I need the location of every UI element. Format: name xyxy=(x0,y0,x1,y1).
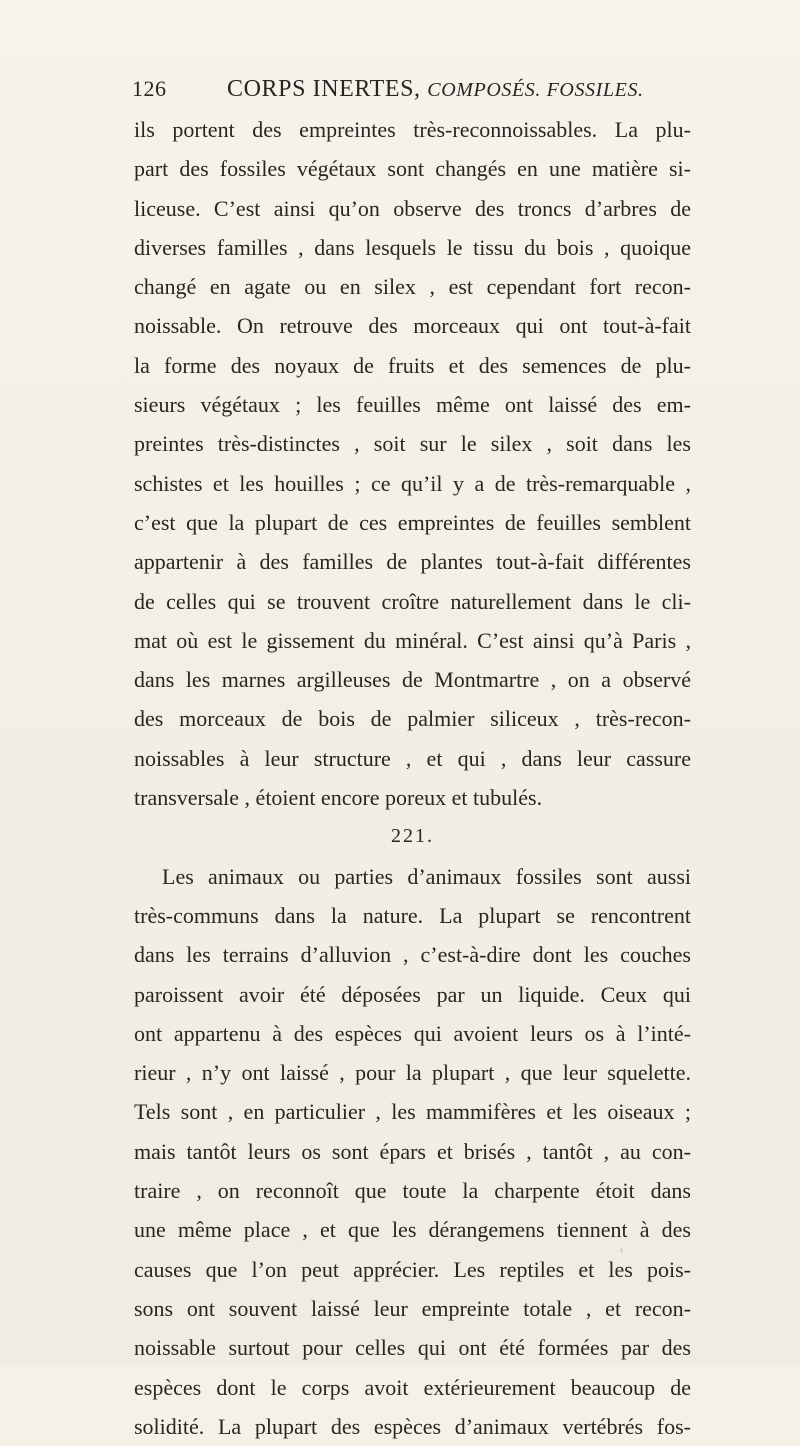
running-head xyxy=(227,76,644,103)
text-line: sieurs végétaux ; les feuilles même ont laissé des em- xyxy=(134,392,691,418)
text-line: part des fossiles végétaux sont changés en une matière si- xyxy=(134,156,691,182)
page-header xyxy=(132,76,692,110)
text-line: très-communs dans la nature. La plupart se rencontrent xyxy=(134,902,691,928)
page-number: 126 xyxy=(132,76,167,101)
running-head-title: CORPS INERTES, xyxy=(227,76,421,102)
text-line: c’est que la plupart de ces empreintes de feuilles semblent xyxy=(134,509,691,535)
text-line: ont appartenu à des espèces qui avoient leurs os à l’inté- xyxy=(134,1020,691,1046)
running-head-subtitle: COMPOSÉS. FOSSILES. xyxy=(427,79,644,101)
text-line: dans les terrains d’alluvion , c’est-à-dire dont les couches xyxy=(134,942,691,968)
text-line: noissable surtout pour celles qui ont été formées par des xyxy=(134,1335,691,1361)
text-line: noissables à leur structure , et qui , dans leur cassure xyxy=(134,745,691,771)
text-line: ils portent des empreintes très-reconnoissables. La plu- xyxy=(134,117,691,142)
text-line: schistes et les houilles ; ce qu’il y a de très-remarquable , xyxy=(134,470,691,496)
text-line-paragraph-end: transversale , étoient encore poreux et tubulés. xyxy=(134,785,543,811)
text-line: preintes très-distinctes , soit sur le silex , soit dans les xyxy=(134,431,691,457)
paper-speck xyxy=(620,1248,623,1253)
text-line: mais tantôt leurs os sont épars et brisés , tantôt , au con- xyxy=(134,1138,691,1164)
text-line: changé en agate ou en silex , est cependant fort recon- xyxy=(134,274,691,300)
text-line: paroissent avoir été déposées par un liquide. Ceux qui xyxy=(134,981,691,1007)
text-line: des morceaux de bois de palmier siliceux , très-recon- xyxy=(134,706,691,732)
text-line: espèces dont le corps avoit extérieurement beaucoup de xyxy=(134,1374,691,1400)
text-line: solidité. La plupart des espèces d’animaux vertébrés fos- xyxy=(134,1413,691,1439)
text-line: noissable. On retrouve des morceaux qui ont tout-à-fait xyxy=(134,313,691,339)
text-line: liceuse. C’est ainsi qu’on observe des troncs d’arbres de xyxy=(134,195,691,221)
text-line: diverses familles , dans lesquels le tissu du bois , quoique xyxy=(134,234,691,260)
text-line: causes que l’on peut apprécier. Les reptiles et les pois- xyxy=(134,1256,691,1282)
text-line: la forme des noyaux de fruits et des semences de plu- xyxy=(134,352,691,378)
text-line: traire , on reconnoît que toute la charpente étoit dans xyxy=(134,1178,691,1204)
text-line: une même place , et que les dérangemens tiennent à des xyxy=(134,1217,691,1243)
section-number: 221. xyxy=(391,825,434,848)
text-line: dans les marnes argilleuses de Montmartre , on a observé xyxy=(134,667,691,693)
text-line-paragraph-start: Les animaux ou parties d’animaux fossiles sont aussi xyxy=(162,863,691,889)
text-line: mat où est le gissement du minéral. C’est ainsi qu’à Paris , xyxy=(134,627,691,653)
text-line: appartenir à des familles de plantes tout-à-fait différentes xyxy=(134,549,691,575)
text-line: Tels sont , en particulier , les mammifères et les oiseaux ; xyxy=(134,1099,691,1125)
text-line: sons ont souvent laissé leur empreinte totale , et recon- xyxy=(134,1295,691,1321)
text-line: rieur , n’y ont laissé , pour la plupart , que leur squelette. xyxy=(134,1060,691,1086)
body-text xyxy=(134,110,691,1446)
text-line: de celles qui se trouvent croître naturellement dans le cli- xyxy=(134,588,691,614)
